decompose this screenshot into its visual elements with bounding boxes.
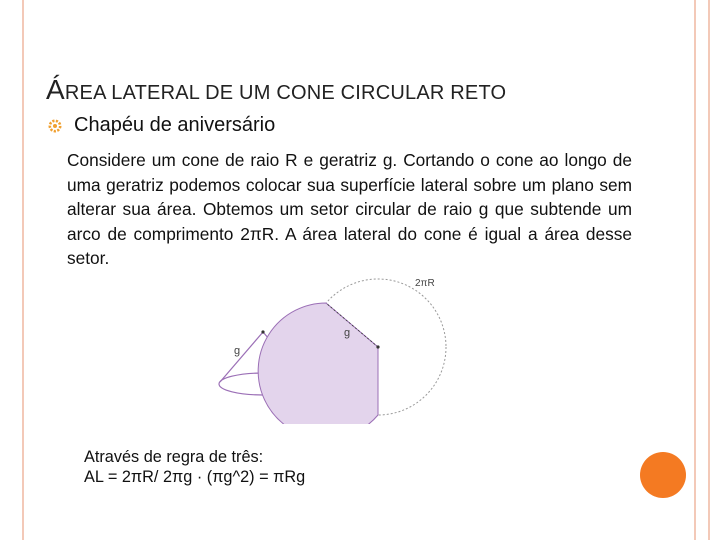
frame-right-outer-line	[708, 0, 710, 540]
frame-right-inner-line	[694, 0, 696, 540]
sector-drawing	[258, 279, 446, 424]
bullet-item	[48, 114, 275, 137]
arc-length-label: 2πR	[415, 278, 435, 289]
formula-line-1: Através de regra de três:	[84, 448, 264, 466]
cone-figure	[196, 272, 490, 424]
body-paragraph: Considere um cone de raio R e geratriz g. Cortando o cone ao longo de uma geratriz podemos colocar sua superfície lateral sobre um plano sem alterar sua área. Obtemos um setor circular de raio g que subtende um arco de comprimento 2πR. A área lateral do cone é igual a área desse setor.	[67, 150, 632, 269]
title-rest: REA LATERAL DE UM CONE CIRCULAR RETO	[64, 82, 507, 104]
title-first-letter: Á	[46, 74, 65, 105]
gear-bullet-icon	[48, 119, 62, 133]
frame-left-line	[22, 0, 24, 540]
formula-block	[84, 447, 305, 487]
sector-radius-label: g	[344, 327, 351, 339]
bullet-text: Chapéu de aniversário	[74, 114, 276, 136]
formula-line-2: AL = 2πR/ 2πg · (πg^2) = πRg	[84, 468, 306, 486]
accent-circle	[640, 452, 686, 498]
cone-slant-label: g	[234, 345, 241, 357]
slide-title	[46, 74, 666, 106]
